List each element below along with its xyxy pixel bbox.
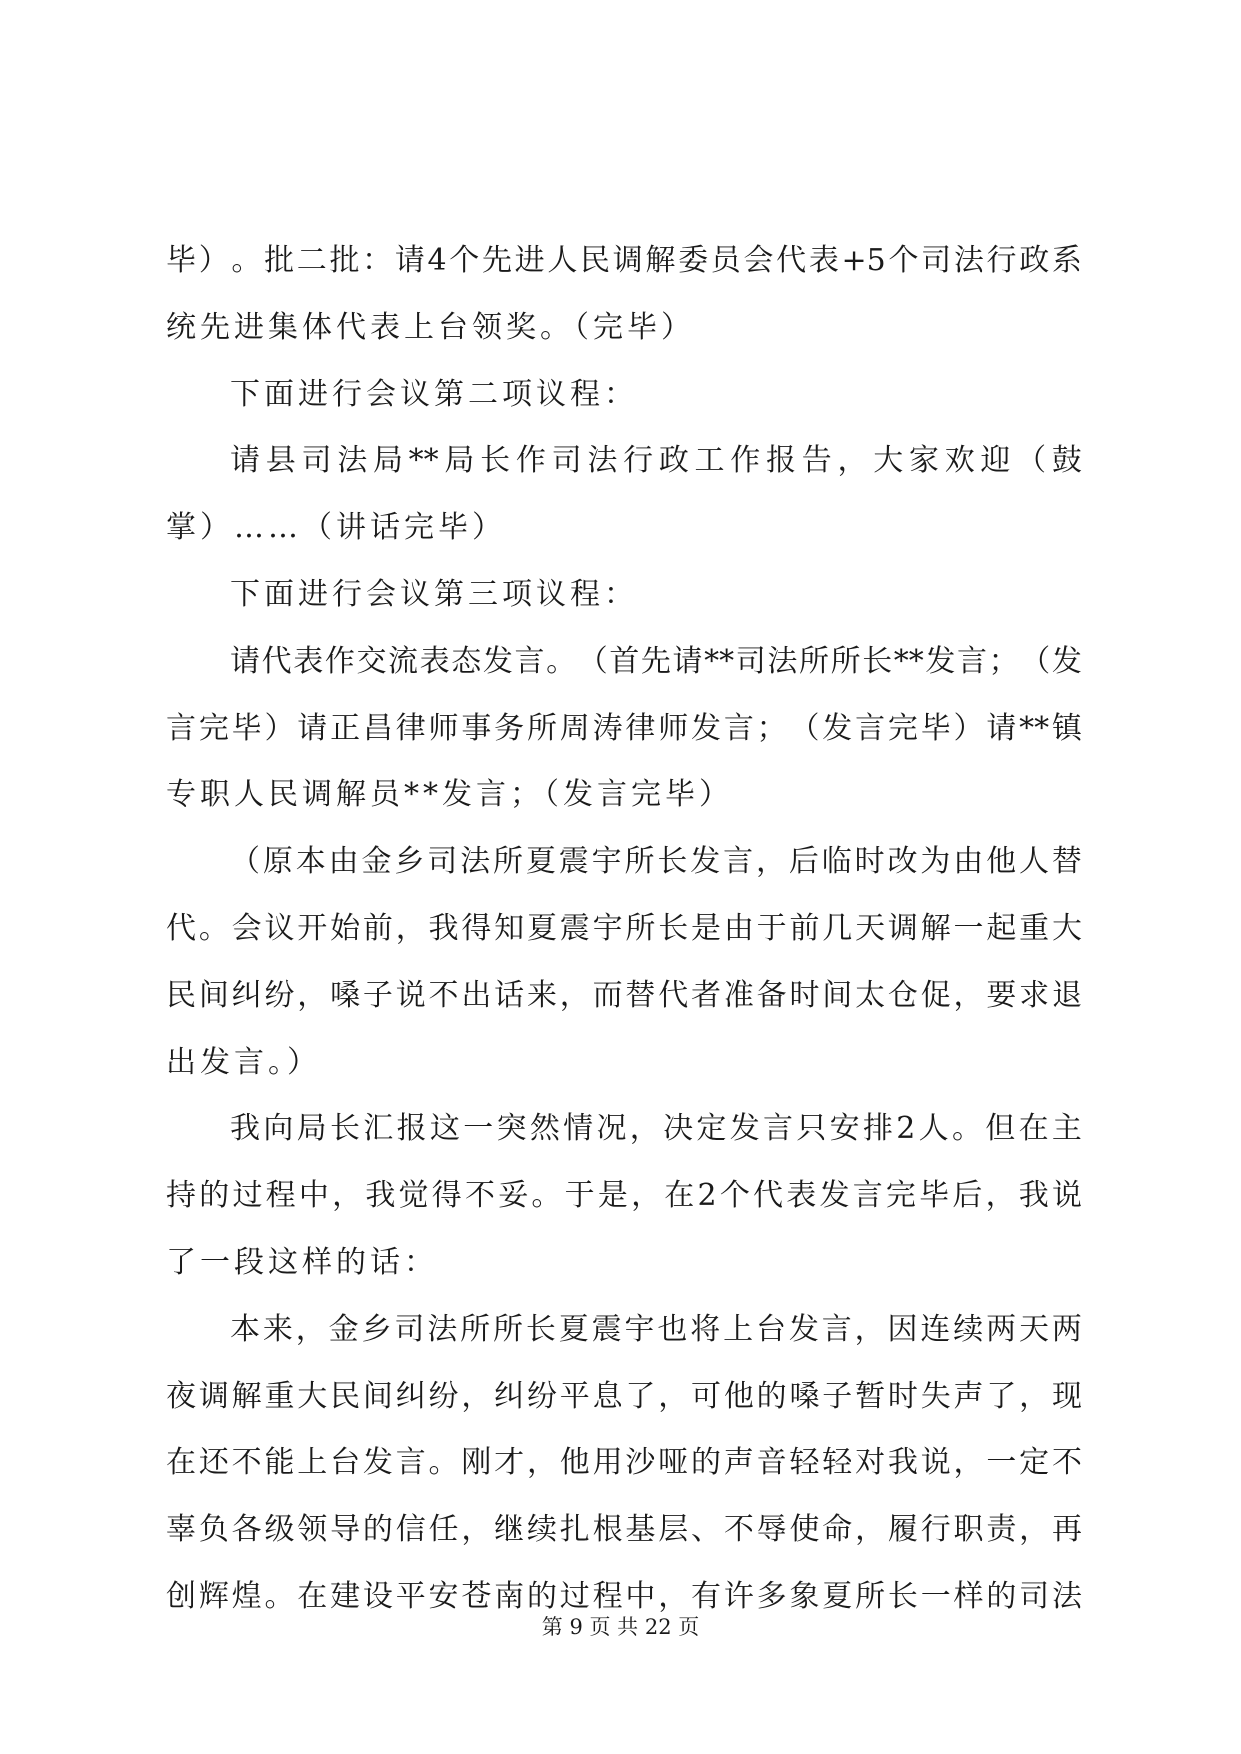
text-line: （ 原 本 由 金 乡 司 法 所 夏 震 宇 所 长 发 言 ， 后 临 时 改 为 由 他 人 替 xyxy=(230,844,1082,880)
text-line: 毕 ） 。 批 二 批 ： 请 4 个 先 进 人 民 调 解 委 员 会 代 表 +5 个 司 法 行 政 系 xyxy=(166,243,1082,278)
text-line: 了一段这样的话： xyxy=(166,1244,438,1280)
text-line: 下面进行会议第三项议程： xyxy=(230,576,638,612)
text-line: 请 代 表 作 交 流 表 态 发 言 。 （ 首 先 请 ** 司 法 所 所 长 ** 发 言 ； （ 发 xyxy=(230,643,1082,679)
text-line: 掌）……（讲话完毕） xyxy=(166,510,506,546)
text-line: 在 还 不 能 上 台 发 言 。 刚 才 ， 他 用 沙 哑 的 声 音 轻 轻 对 我 说 ， 一 定 不 xyxy=(166,1445,1082,1481)
page-footer: 第 9 页 共 22 页 xyxy=(541,1615,700,1639)
text-line: 言 完 毕 ） 请 正 昌 律 师 事 务 所 周 涛 律 师 发 言 ； （ 发 言 完 毕 ） 请 ** 镇 xyxy=(166,710,1082,746)
text-line: 专职人民调解员**发言；（发言完毕） xyxy=(166,777,733,813)
text-line: 代 。 会 议 开 始 前 ， 我 得 知 夏 震 宇 所 长 是 由 于 前 几 天 调 解 一 起 重 大 xyxy=(166,910,1082,946)
text-line: 统先进集体代表上台领奖。（完毕） xyxy=(166,309,695,345)
text-line: 辜 负 各 级 领 导 的 信 任 ， 继 续 扎 根 基 层 、 不 辱 使 命 ， 履 行 职 责 ， 再 xyxy=(166,1512,1082,1548)
text-line: 持 的 过 程 中 ， 我 觉 得 不 妥 。 于 是 ， 在 2 个 代 表 发 言 完 毕 后 ， 我 说 xyxy=(166,1178,1082,1214)
text-line: 本 来 ， 金 乡 司 法 所 所 长 夏 震 宇 也 将 上 台 发 言 ， 因 连 续 两 天 两 xyxy=(230,1311,1082,1347)
text-line: 我 向 局 长 汇 报 这 一 突 然 情 况 ， 决 定 发 言 只 安 排 2 人 。 但 在 主 xyxy=(230,1111,1082,1147)
text-line: 民 间 纠 纷 ， 嗓 子 说 不 出 话 来 ， 而 替 代 者 准 备 时 间 太 仓 促 ， 要 求 退 xyxy=(166,977,1082,1013)
text-line: 出发言。） xyxy=(166,1044,321,1080)
text-line: 下面进行会议第二项议程： xyxy=(230,376,638,412)
document-body xyxy=(166,228,1082,1631)
text-line: 创 辉 煌 。 在 建 设 平 安 苍 南 的 过 程 中 ， 有 许 多 象 夏 所 长 一 样 的 司 法 xyxy=(166,1578,1082,1614)
text-line: 夜 调 解 重 大 民 间 纠 纷 ， 纠 纷 平 息 了 ， 可 他 的 嗓 子 暂 时 失 声 了 ， 现 xyxy=(166,1378,1082,1414)
text-line: 请 县 司 法 局 ** 局 长 作 司 法 行 政 工 作 报 告 ， 大 家 欢 迎 （ 鼓 xyxy=(230,443,1082,479)
